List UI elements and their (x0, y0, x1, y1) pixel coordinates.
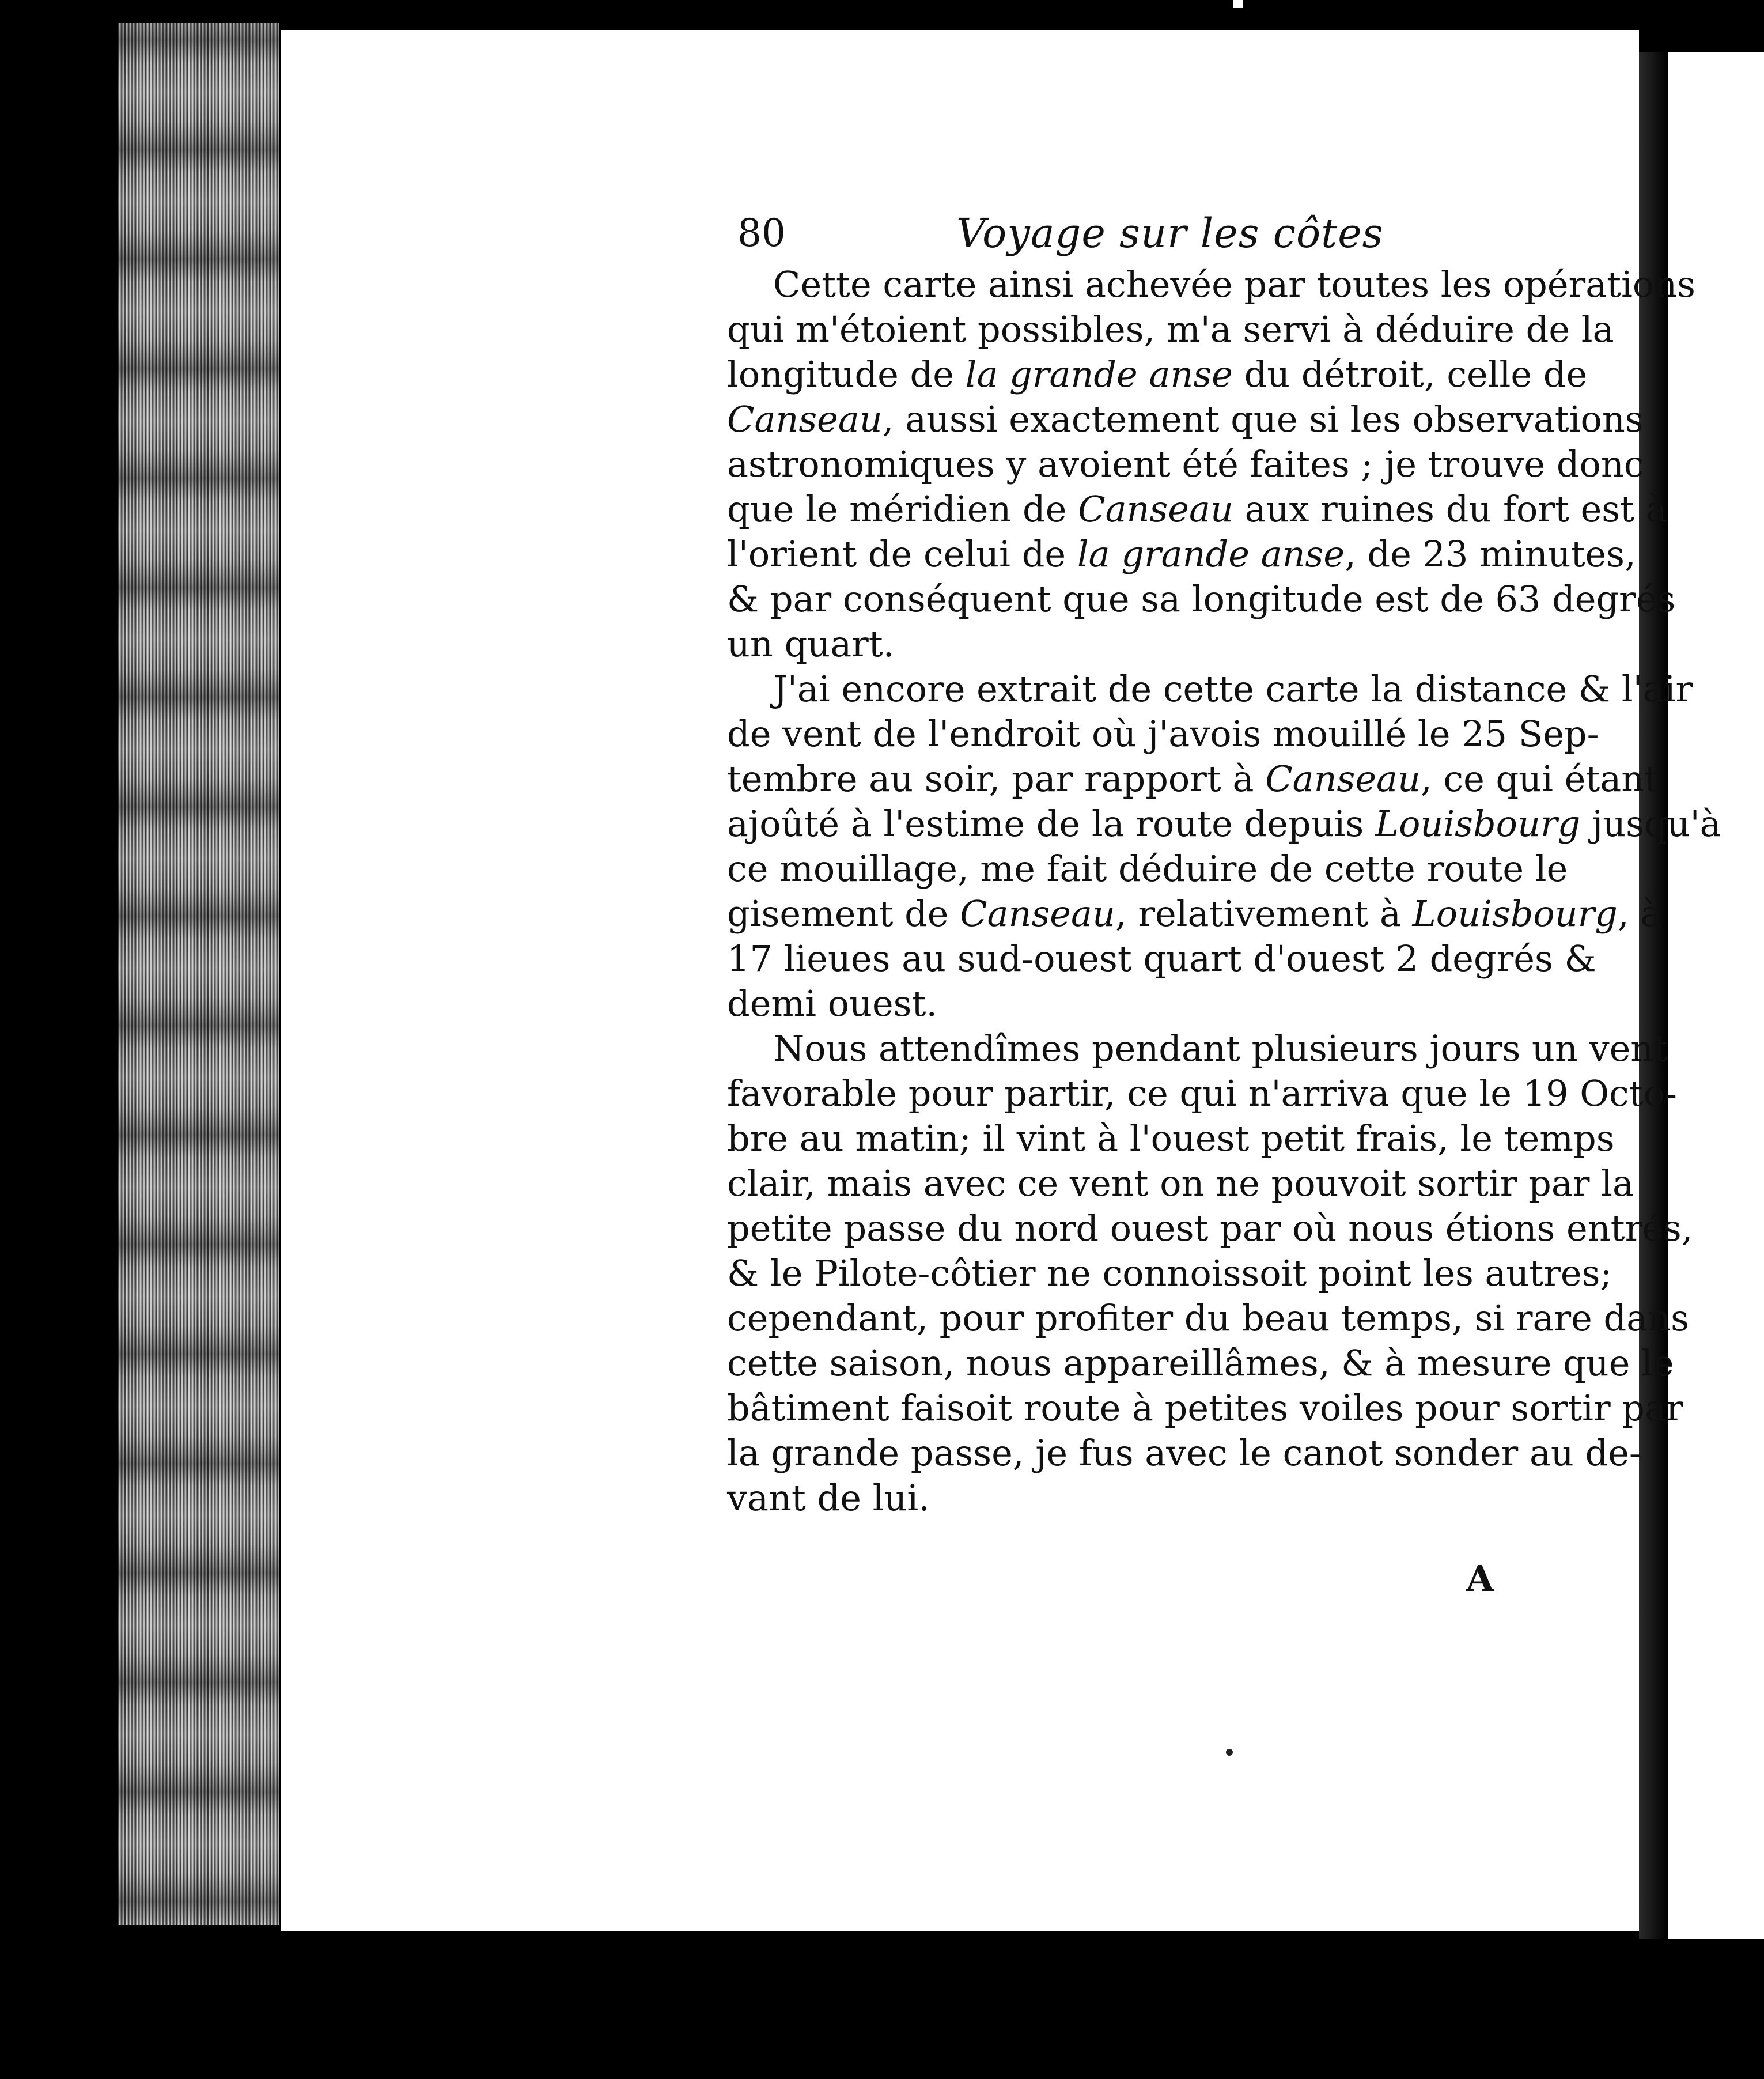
text-line (727, 1071, 1677, 1116)
paragraph (727, 667, 1721, 1026)
text-run: ce mouillage, me fait déduire de cette route le (727, 848, 1568, 890)
text-line (727, 397, 1644, 442)
text-line (727, 891, 1662, 936)
text-line (727, 442, 1644, 487)
facing-page-edge (1668, 52, 1764, 1939)
text-run: jusqu'à (1580, 803, 1721, 845)
text-run: 17 lieues au sud-ouest quart d'ouest 2 degrés & (727, 938, 1596, 980)
page-edges-shading (118, 23, 279, 1925)
text-run: vant de lui. (727, 1477, 930, 1519)
text-line (727, 622, 1511, 667)
italic-place-name: Canseau (1265, 758, 1421, 800)
text-run: ajoûté à l'estime de la route depuis (727, 803, 1375, 845)
scan-mark (1233, 0, 1243, 8)
text-line (727, 262, 1695, 307)
text-run: gisement de (727, 893, 960, 935)
text-line (727, 1206, 1693, 1251)
italic-place-name: Canseau (727, 398, 883, 440)
text-line (727, 757, 1659, 802)
text-run: petite passe du nord ouest par où nous étions entrés, (727, 1207, 1693, 1249)
text-line (727, 712, 1599, 757)
text-run: qui m'étoient possibles, m'a servi à déduire de la (727, 308, 1614, 350)
text-line (727, 532, 1636, 577)
text-line (727, 1296, 1689, 1341)
running-head (737, 205, 1515, 262)
text-run: , de 23 minutes, (1345, 533, 1636, 575)
text-line (727, 802, 1721, 846)
text-line (727, 1431, 1641, 1476)
paragraph (727, 1026, 1693, 1521)
text-run: astronomiques y avoient été faites ; je trouve donc (727, 443, 1644, 485)
text-run: un quart. (727, 623, 895, 665)
text-line (727, 1026, 1668, 1071)
italic-place-name: Canseau (1078, 488, 1233, 530)
text-line (727, 1161, 1634, 1206)
text-run: & le Pilote-côtier ne connoissoit point les autres; (727, 1252, 1612, 1294)
text-run: & par conséquent que sa longitude est de 63 degrés (727, 578, 1676, 620)
text-line (727, 936, 1596, 981)
text-run: demi ouest. (727, 982, 938, 1025)
italic-place-name: Canseau (960, 893, 1115, 935)
text-run: longitude de (727, 353, 966, 395)
italic-place-name: la grande anse (965, 353, 1233, 395)
text-line (727, 577, 1676, 622)
text-line (727, 1476, 1511, 1521)
text-run: que le méridien de (727, 488, 1078, 530)
italic-place-name: Louisbourg (1412, 893, 1618, 935)
text-run: , ce qui étant (1420, 758, 1659, 800)
text-run: J'ai encore extrait de cette carte la distance & l'air (773, 668, 1693, 710)
text-run: du détroit, celle de (1232, 353, 1588, 395)
text-run: de vent de l'endroit où j'avois mouillé le 25 Sep- (727, 713, 1599, 755)
text-run: aux ruines du fort est à (1233, 488, 1667, 530)
text-run: bâtiment faisoit route à petites voiles pour sortir par (727, 1387, 1683, 1429)
text-run: clair, mais avec ce vent on ne pouvoit sortir par la (727, 1162, 1634, 1204)
paragraph (727, 262, 1695, 667)
text-run: bre au matin; il vint à l'ouest petit frais, le temps (727, 1117, 1615, 1159)
text-run: cependant, pour profiter du beau temps, si rare dans (727, 1297, 1689, 1339)
text-line (727, 846, 1568, 891)
text-line (727, 1386, 1683, 1431)
text-run: cette saison, nous appareillâmes, & à mesure que le (727, 1342, 1674, 1384)
text-line (727, 1341, 1674, 1386)
ink-speck (1226, 1749, 1233, 1756)
page-number: 80 (737, 211, 786, 255)
text-run: Nous attendîmes pendant plusieurs jours un vent (773, 1027, 1668, 1069)
text-line (727, 487, 1667, 532)
text-run: la grande passe, je fus avec le canot sonder au de- (727, 1432, 1641, 1474)
italic-place-name: la grande anse (1077, 533, 1345, 575)
text-run: Cette carte ainsi achevée par toutes les opérations (773, 263, 1695, 305)
text-run: , aussi exactement que si les observations (882, 398, 1644, 440)
text-line (727, 667, 1693, 712)
text-run: , relativement à (1115, 893, 1413, 935)
text-run: , à (1617, 893, 1662, 935)
text-line (727, 307, 1614, 352)
text-line (727, 352, 1588, 397)
catchword: A (1466, 1558, 1494, 1600)
gutter-shadow (1639, 52, 1668, 1939)
text-run: l'orient de celui de (727, 533, 1077, 575)
text-line (727, 1251, 1612, 1296)
text-run: favorable pour partir, ce qui n'arriva que le 19 Octo- (727, 1072, 1677, 1114)
body-text (727, 262, 1721, 1521)
text-line (727, 981, 1511, 1026)
running-head-title: Voyage sur les côtes (956, 210, 1384, 257)
italic-place-name: Louisbourg (1375, 803, 1581, 845)
text-run: tembre au soir, par rapport à (727, 758, 1266, 800)
text-line (727, 1116, 1615, 1161)
